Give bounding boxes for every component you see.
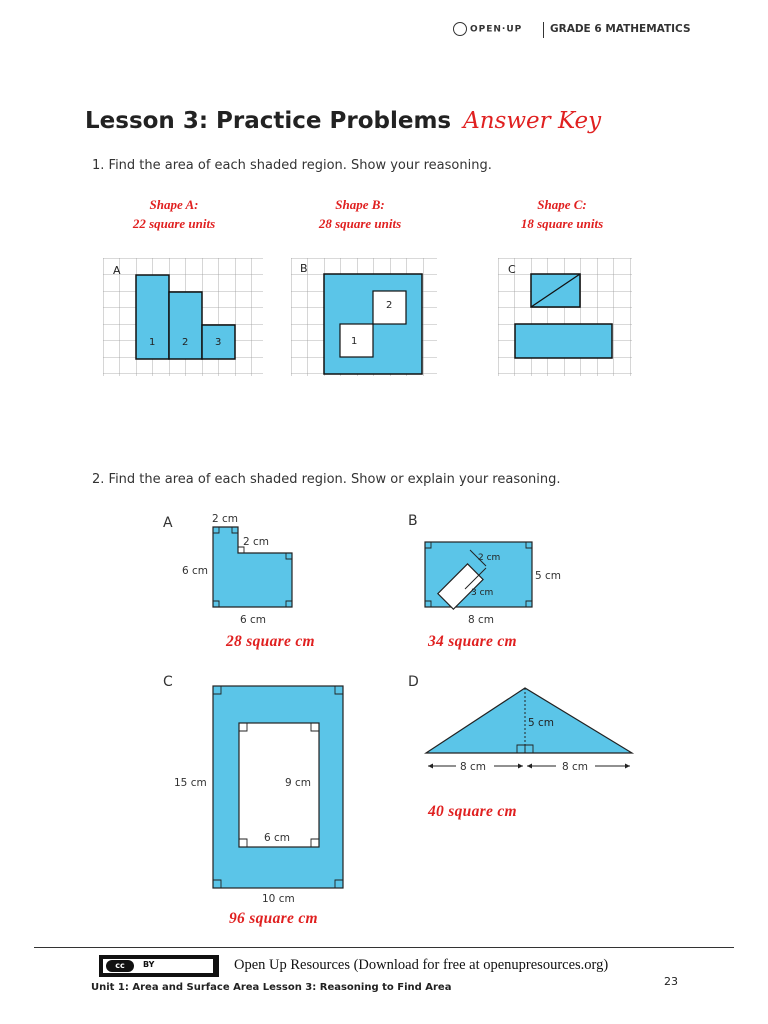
grid-shape-a	[100, 255, 270, 380]
svg-text:A: A	[163, 515, 173, 531]
figure-2b	[400, 505, 575, 630]
svg-text:1: 1	[351, 336, 358, 347]
answer-key-label: Answer Key	[463, 108, 602, 134]
open-up-resources-link[interactable]: Open Up Resources (Download for free at openupresources.org)	[234, 957, 609, 973]
svg-text:8 cm: 8 cm	[460, 761, 487, 773]
svg-text:6 cm: 6 cm	[240, 614, 267, 626]
svg-text:B: B	[300, 262, 308, 275]
svg-text:3: 3	[215, 337, 222, 348]
svg-text:B: B	[408, 513, 418, 529]
svg-text:2 cm: 2 cm	[212, 513, 239, 525]
svg-text:C: C	[508, 263, 516, 276]
svg-text:2 cm: 2 cm	[243, 536, 270, 548]
svg-text:15 cm: 15 cm	[174, 777, 207, 789]
svg-text:9 cm: 9 cm	[285, 777, 312, 789]
grid-shape-b	[288, 255, 440, 380]
figure-2b-answer: 34 square cm	[428, 633, 517, 650]
page-title: Lesson 3: Practice Problems Answer Key	[85, 108, 602, 134]
shape-c-answer: Shape C: 18 square units	[520, 197, 604, 231]
figure-2d-answer: 40 square cm	[428, 803, 517, 820]
open-up-logo: OPEN·UP	[453, 22, 522, 36]
cc-icon: cc	[106, 960, 134, 972]
svg-text:5 cm: 5 cm	[528, 717, 555, 729]
svg-text:2: 2	[182, 337, 189, 348]
figure-2c-answer: 96 square cm	[229, 910, 318, 927]
svg-text:5 cm: 5 cm	[535, 570, 562, 582]
svg-text:2: 2	[386, 300, 393, 311]
shape-c-rectangle-bottom	[515, 324, 612, 358]
grade-label: GRADE 6 MATHEMATICS	[550, 23, 691, 35]
svg-text:6 cm: 6 cm	[264, 832, 291, 844]
logo-icon	[453, 22, 467, 36]
svg-text:3 cm: 3 cm	[471, 588, 494, 598]
svg-text:10 cm: 10 cm	[262, 893, 295, 905]
svg-text:6 cm: 6 cm	[182, 565, 209, 577]
unit-lesson-label: Unit 1: Area and Surface Area Lesson 3: Reasoning to Find Area	[91, 982, 452, 993]
by-icon: BY	[143, 960, 155, 969]
svg-text:1: 1	[149, 337, 156, 348]
svg-text:2 cm: 2 cm	[478, 553, 501, 563]
svg-text:D: D	[408, 674, 419, 690]
svg-text:C: C	[163, 674, 173, 690]
cc-license-badge[interactable]	[99, 955, 219, 977]
problem-1-prompt: 1. Find the area of each shaded region. Show your reasoning.	[92, 158, 492, 173]
shape-a-answer: Shape A: 22 square units	[132, 197, 216, 231]
svg-text:8 cm: 8 cm	[562, 761, 589, 773]
figure-2c	[155, 665, 355, 910]
figure-2d	[400, 665, 640, 780]
svg-text:8 cm: 8 cm	[468, 614, 495, 626]
footer-divider	[34, 947, 734, 948]
problem-2-prompt: 2. Find the area of each shaded region. Show or explain your reasoning.	[92, 472, 561, 487]
page-number: 23	[664, 975, 678, 988]
figure-2a	[155, 505, 325, 630]
svg-text:A: A	[113, 264, 121, 277]
figure-2a-answer: 28 square cm	[226, 633, 315, 650]
shape-b-answer: Shape B: 28 square units	[318, 197, 402, 231]
header-divider	[543, 22, 544, 38]
shape-a-column-2	[169, 292, 202, 359]
grid-shape-c	[496, 255, 636, 380]
